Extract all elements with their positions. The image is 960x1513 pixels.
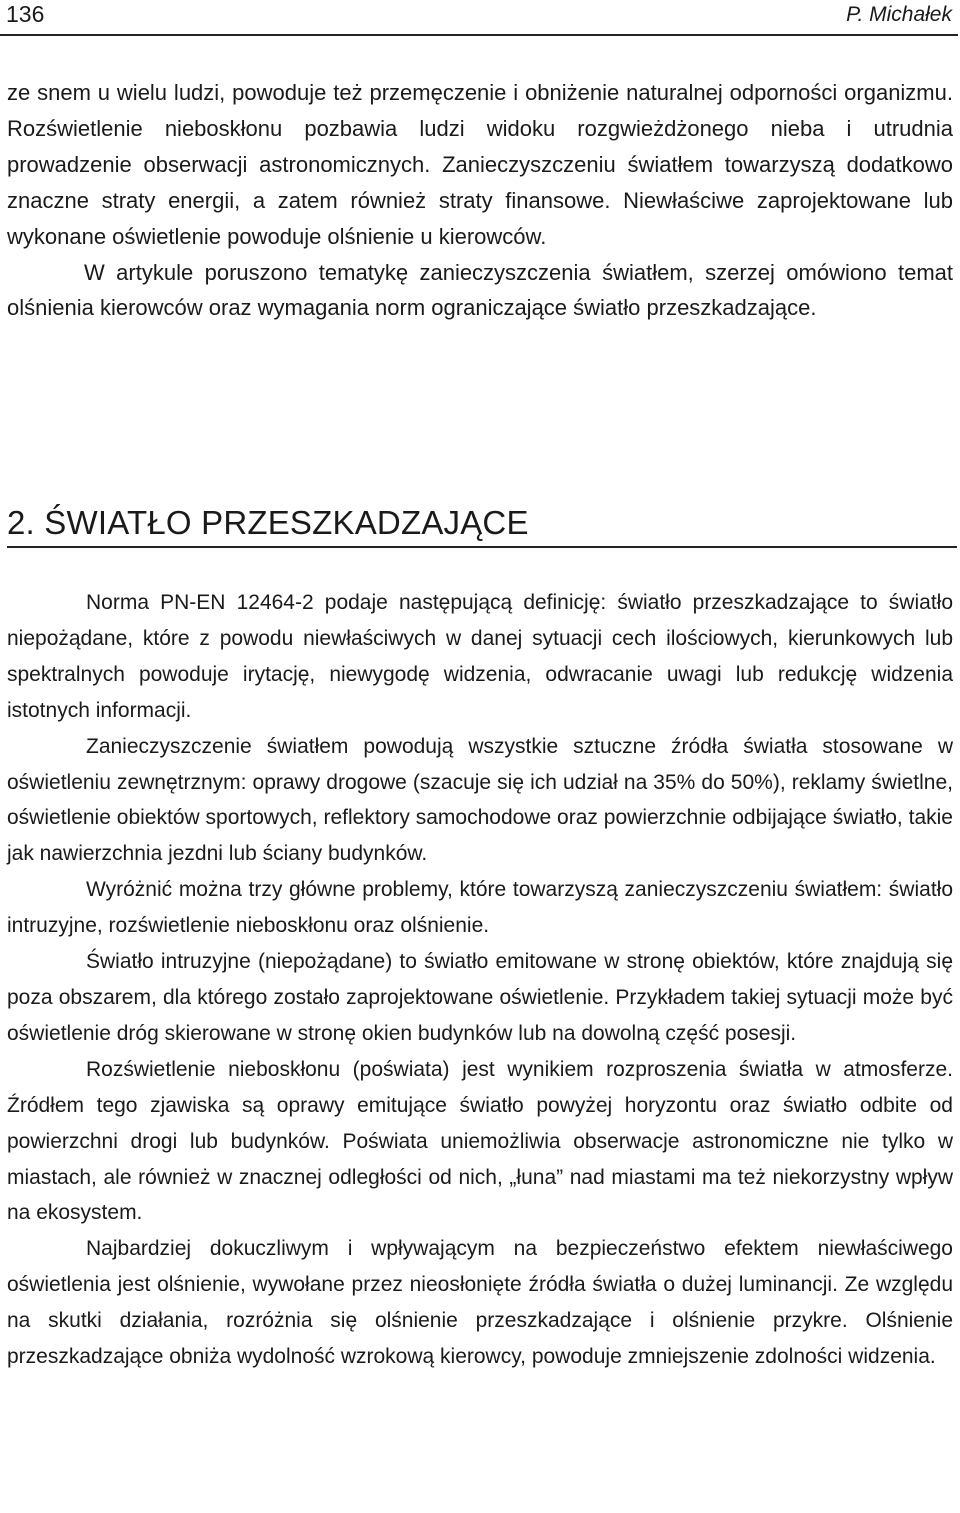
section-heading — [7, 500, 957, 548]
intro-paragraph: W artykule poruszono tematykę zanieczyszczenia światłem, szerzej omówiono temat olśnienia kierowców oraz wymagania norm ograniczające światło przeszkadzające. — [7, 259, 953, 321]
body-paragraph: Wyróżnić można trzy główne problemy, które towarzyszą zanieczyszczeniu światłem: światło intruzyjne, rozświetlenie nieboskłonu oraz olśnienie. — [7, 878, 953, 938]
body-paragraph: Zanieczyszczenie światłem powodują wszystkie sztuczne źródła światła stosowane w oświetleniu zewnętrznym: oprawy drogowe (szacuje się ich udział na 35% do 50%), reklamy świetlne, oświetlenie obiektów sportowych, reflektory samochodowe oraz powierzchnie odbijające światło, takie jak nawierzchnia jezdni lub ściany budynków. — [7, 734, 953, 866]
intro-paragraph: ze snem u wielu ludzi, powoduje też przemęczenie i obniżenie naturalnej odporności organizmu. Rozświetlenie nieboskłonu pozbawia ludzi widoku rozgwieżdżonego nieba i utrudnia prowadzenie obserwacji astronomicznych. Zanieczyszczeniu światłem towarzyszą dodatkowo znaczne straty energii, a zatem również straty finansowe. Niewłaściwe zaprojektowane lub wykonane oświetlenie powoduje olśnienie u kierowców. — [7, 80, 953, 249]
intro-text — [7, 75, 953, 326]
page-number: 136 — [6, 1, 45, 27]
body-paragraph: Najbardziej dokuczliwym i wpływającym na bezpieczeństwo efektem niewłaściwego oświetlenia jest olśnienie, wywołane przez nieosłonięte źródła światła o dużej luminancji. Ze względu na skutki działania, rozróżnia się olśnienie przeszkadzające i olśnienie przykre. Olśnienie przeszkadzające obniża wydolność wzrokową kierowcy, powoduje zmniejszenie zdolności widzenia. — [7, 1237, 953, 1369]
page-header — [0, 0, 958, 36]
body-paragraph: Światło intruzyjne (niepożądane) to światło emitowane w stronę obiektów, które znajdują się poza obszarem, dla którego zostało zaprojektowane oświetlenie. Przykładem takiej sytuacji może być oświetlenie dróg skierowane w stronę okien budynków lub na dowolną część posesji. — [7, 950, 953, 1045]
running-head-author: P. Michałek — [846, 3, 952, 26]
body-paragraph: Rozświetlenie nieboskłonu (poświata) jest wynikiem rozproszenia światła w atmosferze. Źródłem tego zjawiska są oprawy emitujące światło powyżej horyzontu oraz światło odbite od powierzchni drogi lub budynków. Poświata uniemożliwia obserwacje astronomiczne nie tylko w miastach, ale również w znacznej odległości od nich, „łuna” nad miastami ma też niekorzystny wpływ na ekosystem. — [7, 1057, 953, 1225]
section-body — [7, 585, 953, 1375]
section-title: 2. ŚWIATŁO PRZESZKADZAJĄCE — [7, 504, 529, 541]
body-paragraph: Norma PN-EN 12464-2 podaje następującą definicję: światło przeszkadzające to światło niepożądane, które z powodu niewłaściwych w danej sytuacji cech ilościowych, kierunkowych lub spektralnych powoduje irytację, niewygodę widzenia, odwracanie uwagi lub redukcję widzenia istotnych informacji. — [7, 591, 953, 722]
